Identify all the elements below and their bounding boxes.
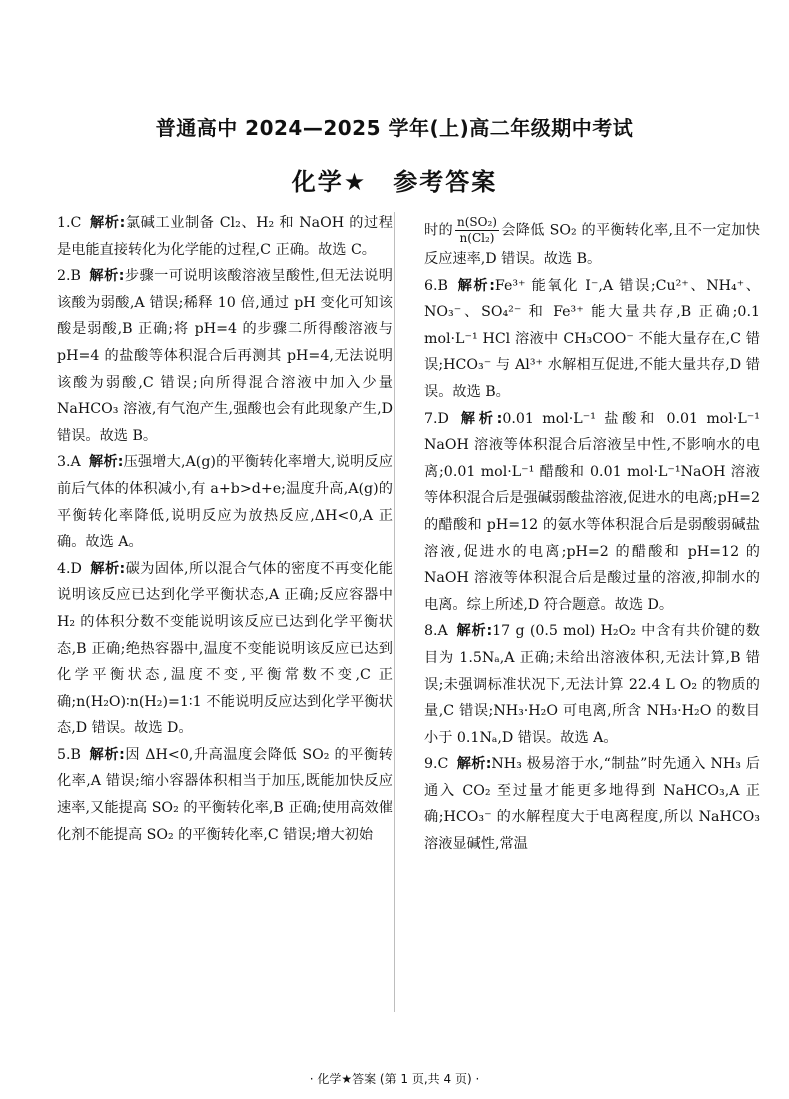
- item-text: 17 g (0.5 mol) H₂O₂ 中含有共价键的数目为 1.5Nₐ,A 正确;未给出溶液体积,无法计算,B 错误;未强调标准状况下,无法计算 22.4 L O₂ 的物质的量,C 错误;NH₃·H₂O 可电离,所含 NH₃·H₂O 的数目小于 0.1Nₐ,D 错误。故选 A。: [424, 623, 760, 746]
- answer-item: [57, 449, 393, 555]
- item-number: 3.A: [57, 454, 81, 471]
- item-label: 解析:: [455, 277, 495, 294]
- item-label: 解析:: [89, 215, 126, 231]
- fraction-denominator: n(Cl₂): [459, 231, 495, 245]
- subject-label: 化学★: [291, 168, 368, 196]
- item-text: 碳为固体,所以混合气体的密度不再变化能说明该反应已达到化学平衡状态,A 正确;反应容器中 H₂ 的体积分数不变能说明该反应已达到化学平衡状态,B 正确;绝热容器中,温度不变能说明该反应已达到化学平衡状态,温度不变,平衡常数不变,C 正确;n(H₂O)∶n(H₂)=1∶1 不能说明反应达到化学平衡状态,D 错误。故选 D。: [57, 560, 393, 737]
- item-text: NH₃ 极易溶于水,“制盐”时先通入 NH₃ 后通入 CO₂ 至过量才能更多地得到 NaHCO₃,A 正确;HCO₃⁻ 的水解程度大于电离程度,所以 NaHCO₃ 溶液显碱性,常温: [424, 756, 760, 853]
- item-number: 8.A: [424, 623, 448, 640]
- item-text: 步骤一可说明该酸溶液呈酸性,但无法说明该酸为弱酸,A 错误;稀释 10 倍,通过 pH 变化可知该酸是弱酸,B 正确;将 pH=4 的步骤二所得酸溶液与 pH=4 的盐酸等体积混合后再测其 pH=4,无法说明该酸为弱酸,C 错误;向所得混合溶液中加入少量 NaHCO₃ 溶液,有气泡产生,强酸也会有此现象产生,D 错误。故选 B。: [57, 268, 393, 444]
- fraction-numerator: n(SO₂): [457, 215, 497, 229]
- answer-item: [57, 210, 393, 263]
- right-column: [424, 215, 760, 858]
- column-divider: [394, 212, 395, 1012]
- item-label: 解析:: [88, 268, 125, 285]
- answer-item-continued: [424, 215, 760, 273]
- answer-item: [424, 406, 760, 619]
- item-prefix: 时的: [424, 222, 454, 239]
- page-title: 普通高中 2024—2025 学年(上)高二年级期中考试: [155, 116, 634, 140]
- item-number: 4.D: [57, 560, 82, 577]
- item-number: 1.C: [57, 215, 82, 231]
- item-number: 6.B: [424, 277, 448, 294]
- item-text: 会降低 SO₂ 的平衡转化率,且不一定加快反应速率,D 错误。故选 B。: [424, 222, 760, 267]
- page-subtitle: [0, 162, 789, 197]
- item-label: 解析:: [455, 623, 493, 640]
- item-label: 解析:: [456, 756, 492, 773]
- item-number: 7.D: [424, 410, 449, 427]
- item-text: 0.01 mol·L⁻¹ 盐酸和 0.01 mol·L⁻¹ NaOH 溶液等体积混合后溶液呈中性,不影响水的电离;0.01 mol·L⁻¹ 醋酸和 0.01 mol·L⁻¹NaOH 溶液等体积混合后是强碱弱酸盐溶液,促进水的电离;pH=2 的醋酸和 pH=12 的氨水等体积混合后是弱酸弱碱盐溶液,促进水的电离;pH=2 的醋酸和 pH=12 的 NaOH 溶液等体积混合后是酸过量的溶液,抑制水的电离。综上所述,D 符合题意。故选 D。: [424, 410, 760, 613]
- item-label: 解析:: [88, 746, 125, 763]
- item-number: 5.B: [57, 746, 81, 763]
- answer-item: [424, 273, 760, 406]
- item-label: 解析:: [88, 454, 124, 471]
- fraction: [455, 215, 499, 246]
- answer-item: [57, 263, 393, 449]
- item-number: 9.C: [424, 756, 449, 773]
- left-column: [57, 210, 393, 848]
- item-text: 氯碱工业制备 Cl₂、H₂ 和 NaOH 的过程是电能直接转化为化学能的过程,C 正确。故选 C。: [57, 215, 393, 258]
- item-text: 压强增大,A(g)的平衡转化率增大,说明反应前后气体的体积减小,有 a+b>d+e;温度升高,A(g)的平衡转化率降低,说明反应为放热反应,ΔH<0,A 正确。故选 A。: [57, 454, 393, 551]
- page-footer: · 化学★答案 (第 1 页,共 4 页) ·: [309, 1072, 480, 1086]
- answer-item: [57, 742, 393, 848]
- answer-item: [424, 751, 760, 857]
- answer-item: [57, 556, 393, 742]
- item-number: 2.B: [57, 268, 81, 285]
- answer-label: 参考答案: [393, 168, 498, 196]
- item-label: 解析:: [89, 560, 126, 577]
- answer-item: [424, 618, 760, 751]
- item-text: Fe³⁺ 能氧化 I⁻,A 错误;Cu²⁺、NH₄⁺、NO₃⁻、SO₄²⁻ 和 Fe³⁺ 能大量共存,B 正确;0.1 mol·L⁻¹ HCl 溶液中 CH₃COO⁻ 不能大量存在,C 错误;HCO₃⁻ 与 Al³⁺ 水解相互促进,不能大量共存,D 错误。故选 B。: [424, 277, 760, 400]
- item-text: 因 ΔH<0,升高温度会降低 SO₂ 的平衡转化率,A 错误;缩小容器体积相当于加压,既能加快反应速率,又能提高 SO₂ 的平衡转化率,B 正确;使用高效催化剂不能提高 SO₂ 的平衡转化率,C 错误;增大初始: [57, 746, 393, 843]
- item-label: 解析:: [456, 410, 503, 427]
